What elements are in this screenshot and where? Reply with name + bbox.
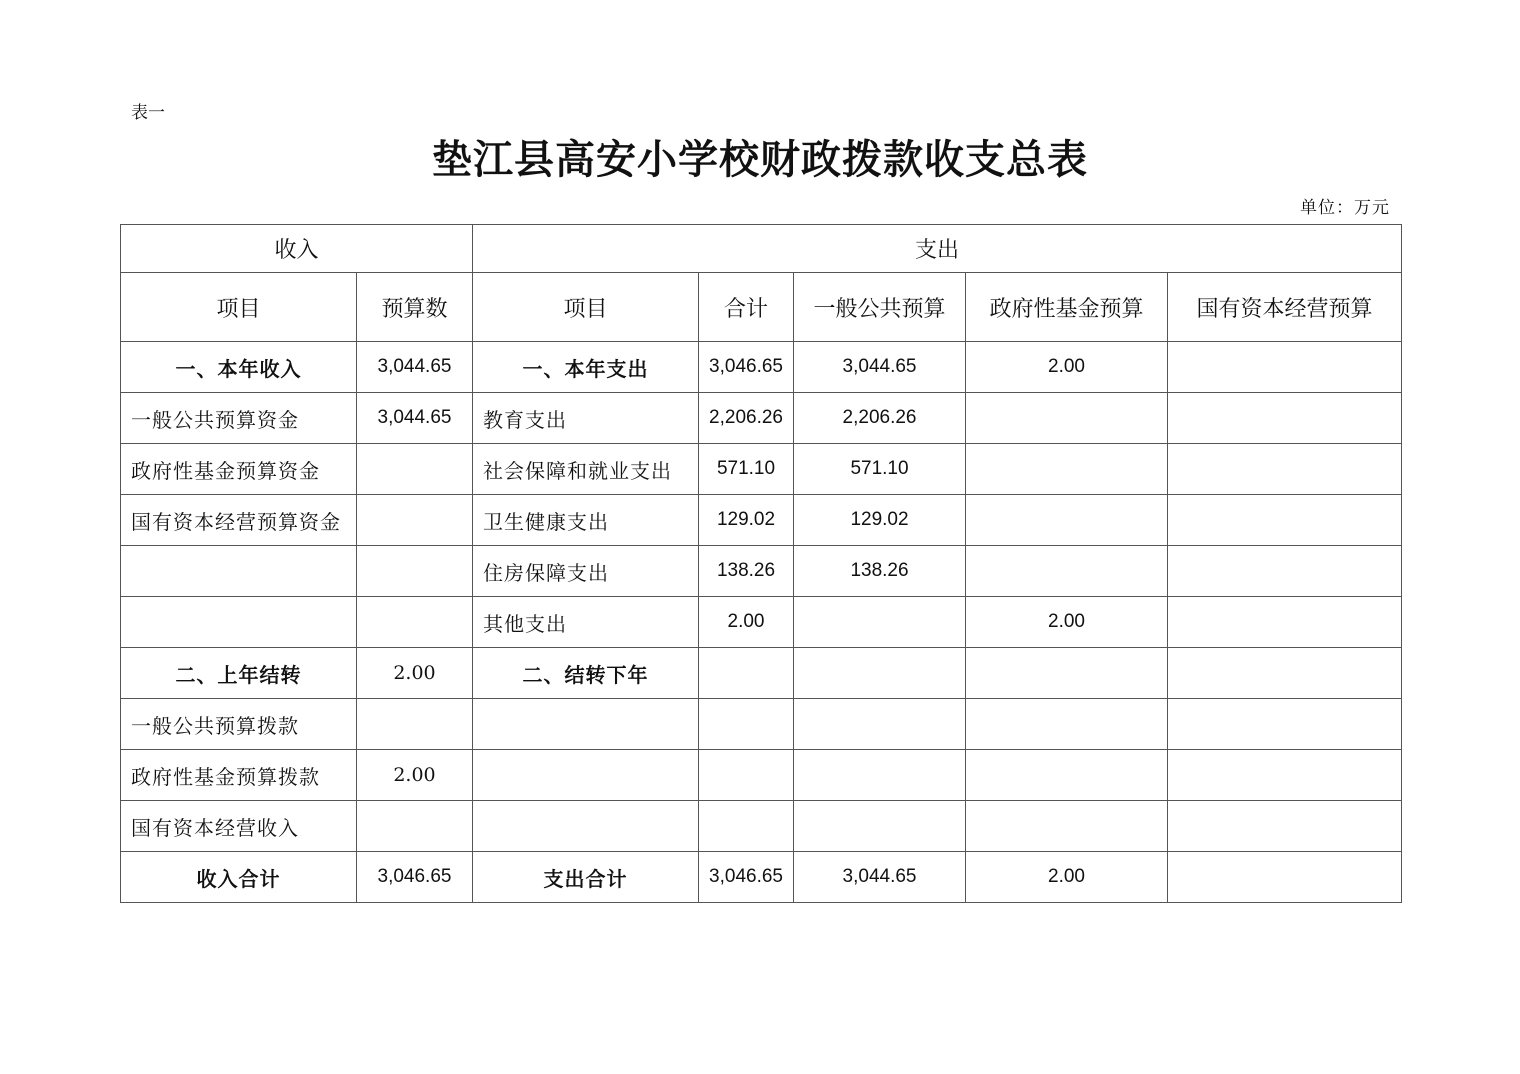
- cell-state-capital-budget: [1168, 750, 1402, 801]
- expense-group-header: 支出: [473, 225, 1402, 273]
- cell-income-item: 一般公共预算拨款: [121, 699, 357, 750]
- cell-expense-item: 支出合计: [473, 852, 699, 903]
- cell-expense-item: 二、结转下年: [473, 648, 699, 699]
- table-row: [121, 495, 1402, 546]
- table-row: [121, 801, 1402, 852]
- cell-expense-total: 571.10: [699, 444, 794, 495]
- table-row: [121, 648, 1402, 699]
- cell-expense-total: 138.26: [699, 546, 794, 597]
- column-header-row: [121, 273, 1402, 342]
- cell-expense-total: 129.02: [699, 495, 794, 546]
- cell-general-budget: [794, 750, 966, 801]
- table-row: [121, 750, 1402, 801]
- cell-income-item: [121, 597, 357, 648]
- cell-fund-budget: [966, 801, 1168, 852]
- cell-general-budget: [794, 699, 966, 750]
- cell-general-budget: [794, 597, 966, 648]
- table-label: 表一: [131, 103, 165, 123]
- col-header-fund-budget: 政府性基金预算: [966, 273, 1168, 342]
- cell-general-budget: 129.02: [794, 495, 966, 546]
- table-row: [121, 852, 1402, 903]
- cell-income-budget: 3,044.65: [357, 393, 473, 444]
- cell-income-item: [121, 546, 357, 597]
- cell-expense-total: 3,046.65: [699, 342, 794, 393]
- cell-income-budget: 3,046.65: [357, 852, 473, 903]
- cell-income-item: 国有资本经营预算资金: [121, 495, 357, 546]
- cell-state-capital-budget: [1168, 852, 1402, 903]
- cell-income-item: 收入合计: [121, 852, 357, 903]
- cell-general-budget: 571.10: [794, 444, 966, 495]
- table-row: [121, 546, 1402, 597]
- cell-income-item: 政府性基金预算拨款: [121, 750, 357, 801]
- cell-state-capital-budget: [1168, 648, 1402, 699]
- cell-fund-budget: [966, 546, 1168, 597]
- cell-expense-item: 一、本年支出: [473, 342, 699, 393]
- cell-income-budget: 3,044.65: [357, 342, 473, 393]
- cell-income-budget: [357, 444, 473, 495]
- cell-fund-budget: 2.00: [966, 342, 1168, 393]
- cell-income-item: 一般公共预算资金: [121, 393, 357, 444]
- cell-state-capital-budget: [1168, 342, 1402, 393]
- cell-expense-total: 3,046.65: [699, 852, 794, 903]
- cell-general-budget: 3,044.65: [794, 852, 966, 903]
- cell-income-item: 二、上年结转: [121, 648, 357, 699]
- cell-income-budget: [357, 801, 473, 852]
- cell-income-budget: [357, 546, 473, 597]
- cell-expense-total: 2,206.26: [699, 393, 794, 444]
- table-row: [121, 444, 1402, 495]
- cell-general-budget: 138.26: [794, 546, 966, 597]
- col-header-total: 合计: [699, 273, 794, 342]
- cell-fund-budget: [966, 750, 1168, 801]
- cell-expense-total: [699, 801, 794, 852]
- cell-expense-total: [699, 699, 794, 750]
- cell-expense-item: 卫生健康支出: [473, 495, 699, 546]
- cell-fund-budget: [966, 699, 1168, 750]
- cell-income-item: 一、本年收入: [121, 342, 357, 393]
- unit-label: 单位：万元: [1300, 198, 1390, 218]
- group-header-row: [121, 225, 1402, 273]
- cell-state-capital-budget: [1168, 801, 1402, 852]
- cell-income-budget: 2.00: [357, 750, 473, 801]
- col-header-general-budget: 一般公共预算: [794, 273, 966, 342]
- cell-expense-item: [473, 750, 699, 801]
- cell-fund-budget: 2.00: [966, 597, 1168, 648]
- page-title: 垫江县高安小学校财政拨款收支总表: [432, 136, 1088, 183]
- cell-expense-item: 住房保障支出: [473, 546, 699, 597]
- col-header-state-capital-budget: 国有资本经营预算: [1168, 273, 1402, 342]
- col-header-expense-item: 项目: [473, 273, 699, 342]
- cell-state-capital-budget: [1168, 597, 1402, 648]
- cell-income-budget: [357, 597, 473, 648]
- cell-fund-budget: 2.00: [966, 852, 1168, 903]
- table-row: [121, 342, 1402, 393]
- cell-fund-budget: [966, 393, 1168, 444]
- cell-expense-total: [699, 750, 794, 801]
- cell-income-budget: [357, 495, 473, 546]
- cell-income-budget: 2.00: [357, 648, 473, 699]
- cell-expense-total: [699, 648, 794, 699]
- cell-expense-total: 2.00: [699, 597, 794, 648]
- cell-income-budget: [357, 699, 473, 750]
- budget-table: [120, 224, 1402, 903]
- cell-expense-item: 其他支出: [473, 597, 699, 648]
- cell-income-item: 政府性基金预算资金: [121, 444, 357, 495]
- table-row: [121, 699, 1402, 750]
- table-row: [121, 393, 1402, 444]
- cell-state-capital-budget: [1168, 546, 1402, 597]
- cell-general-budget: [794, 801, 966, 852]
- cell-general-budget: 3,044.65: [794, 342, 966, 393]
- cell-expense-item: 教育支出: [473, 393, 699, 444]
- col-header-income-budget: 预算数: [357, 273, 473, 342]
- cell-general-budget: [794, 648, 966, 699]
- table-row: [121, 597, 1402, 648]
- cell-expense-item: [473, 801, 699, 852]
- cell-state-capital-budget: [1168, 393, 1402, 444]
- cell-income-item: 国有资本经营收入: [121, 801, 357, 852]
- cell-general-budget: 2,206.26: [794, 393, 966, 444]
- cell-state-capital-budget: [1168, 495, 1402, 546]
- cell-state-capital-budget: [1168, 699, 1402, 750]
- cell-expense-item: 社会保障和就业支出: [473, 444, 699, 495]
- col-header-income-item: 项目: [121, 273, 357, 342]
- cell-fund-budget: [966, 444, 1168, 495]
- cell-fund-budget: [966, 495, 1168, 546]
- cell-state-capital-budget: [1168, 444, 1402, 495]
- income-group-header: 收入: [121, 225, 473, 273]
- cell-expense-item: [473, 699, 699, 750]
- cell-fund-budget: [966, 648, 1168, 699]
